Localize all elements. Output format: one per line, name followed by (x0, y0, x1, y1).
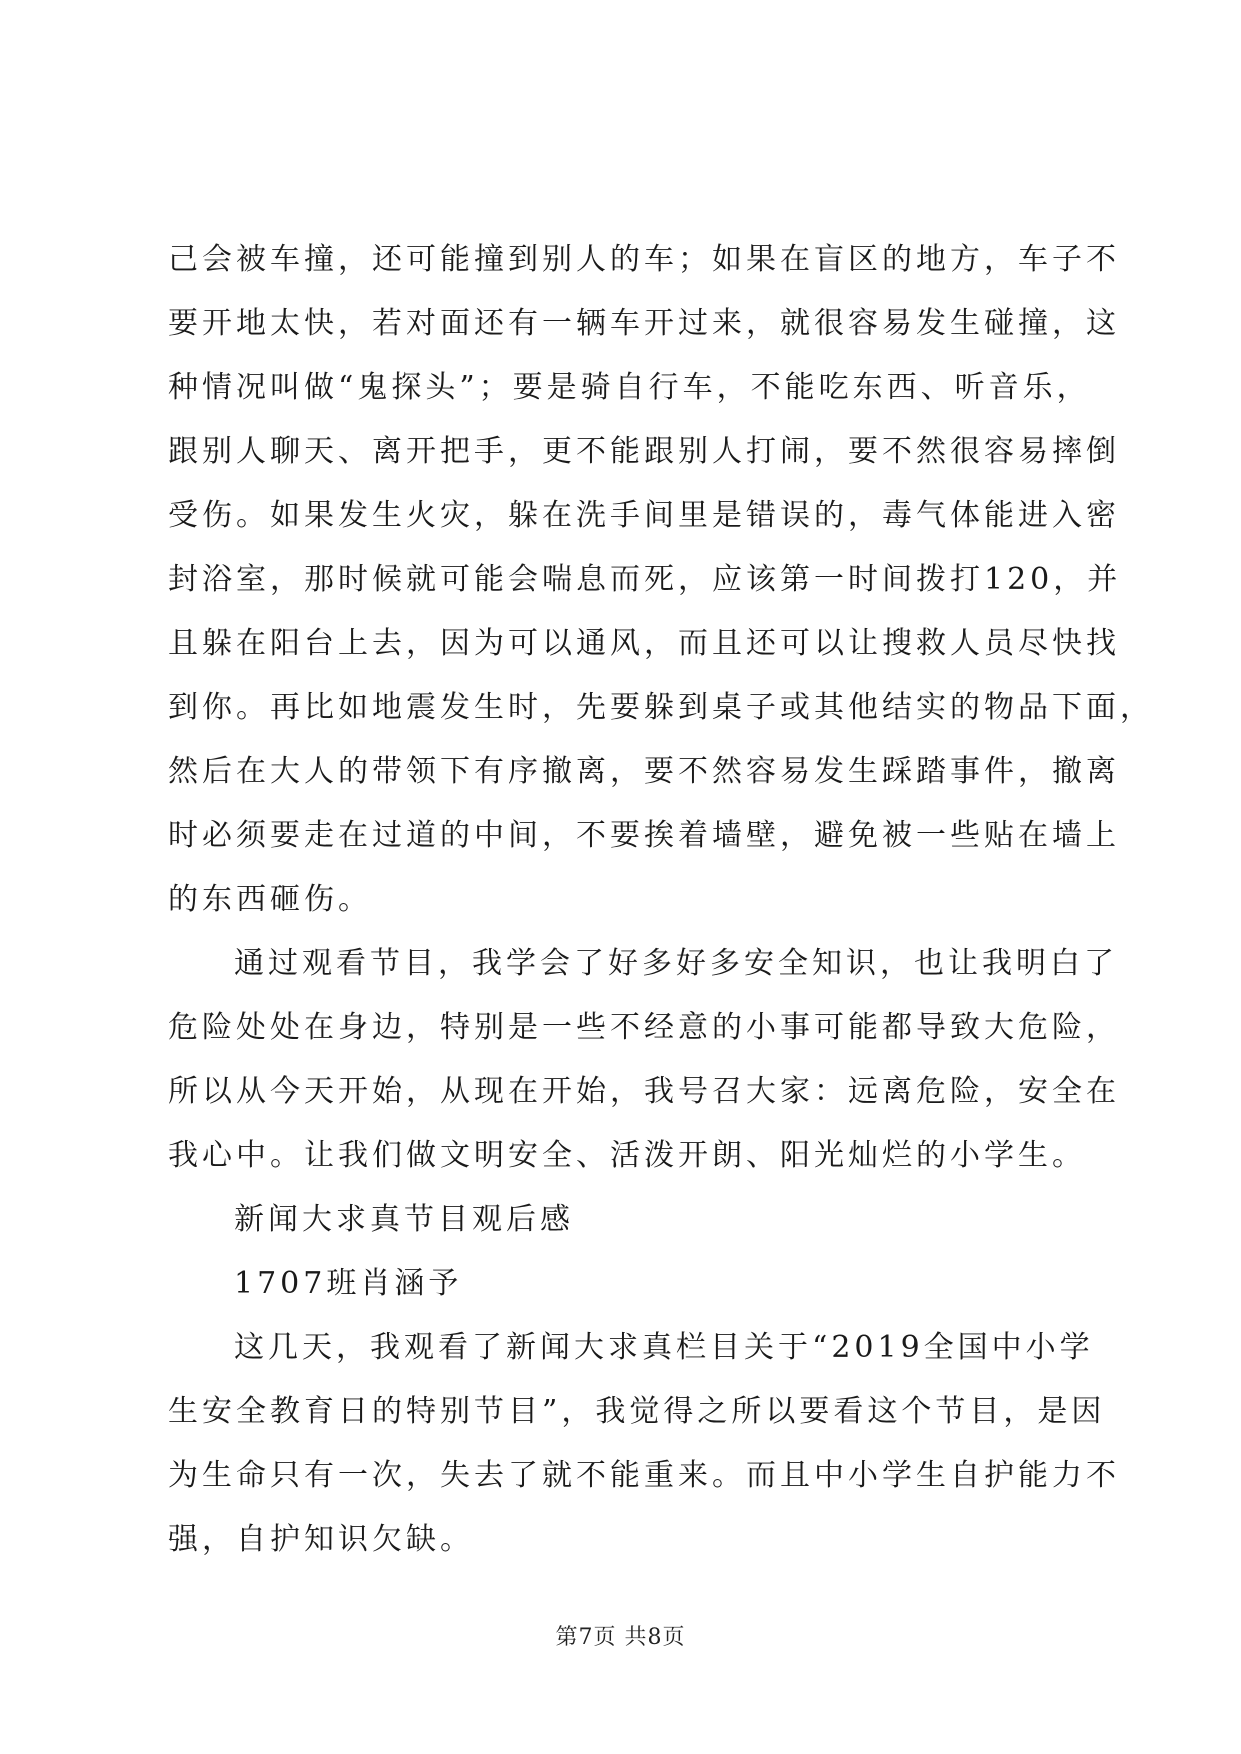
author-line: 1707班肖涵予 (234, 1266, 463, 1301)
paragraph-start-line: 这几天，我观看了新闻大求真栏目关于“2019全国中小学 (234, 1330, 1094, 1365)
paragraph-start-line: 通过观看节目，我学会了好多好多安全知识，也让我明白了 (234, 946, 1118, 981)
text-line: 生安全教育日的特别节目”，我觉得之所以要看这个节目，是因 (168, 1394, 1106, 1429)
text-line: 受伤。如果发生火灾，躲在洗手间里是错误的，毒气体能进入密 (168, 498, 1120, 533)
text-line: 所以从今天开始，从现在开始，我号召大家：远离危险，安全在 (168, 1074, 1120, 1109)
text-line: 到你。再比如地震发生时，先要躲到桌子或其他结实的物品下面， (168, 690, 1154, 725)
text-line: 且躲在阳台上去，因为可以通风，而且还可以让搜救人员尽快找 (168, 626, 1120, 661)
text-line: 的东西砸伤。 (168, 882, 372, 917)
text-line: 危险处处在身边，特别是一些不经意的小事可能都导致大危险， (168, 1010, 1120, 1045)
text-line: 己会被车撞，还可能撞到别人的车；如果在盲区的地方，车子不 (168, 242, 1120, 277)
text-line: 强，自护知识欠缺。 (168, 1522, 474, 1557)
text-line: 跟别人聊天、离开把手，更不能跟别人打闹，要不然很容易摔倒 (168, 434, 1120, 469)
body-text (168, 228, 1154, 1572)
text-line: 我心中。让我们做文明安全、活泼开朗、阳光灿烂的小学生。 (168, 1138, 1086, 1173)
text-line: 时必须要走在过道的中间，不要挨着墙壁，避免被一些贴在墙上 (168, 818, 1120, 853)
text-line: 然后在大人的带领下有序撤离，要不然容易发生踩踏事件，撤离 (168, 754, 1120, 789)
text-line: 要开地太快，若对面还有一辆车开过来，就很容易发生碰撞，这 (168, 306, 1120, 341)
text-line: 封浴室，那时候就可能会喘息而死，应该第一时间拨打120，并 (168, 562, 1122, 597)
article-title: 新闻大求真节目观后感 (234, 1202, 574, 1237)
text-line: 种情况叫做“鬼探头”；要是骑自行车，不能吃东西、听音乐， (168, 370, 1091, 405)
page-number-footer: 第7页 共8页 (555, 1625, 686, 1650)
text-line: 为生命只有一次，失去了就不能重来。而且中小学生自护能力不 (168, 1458, 1120, 1493)
